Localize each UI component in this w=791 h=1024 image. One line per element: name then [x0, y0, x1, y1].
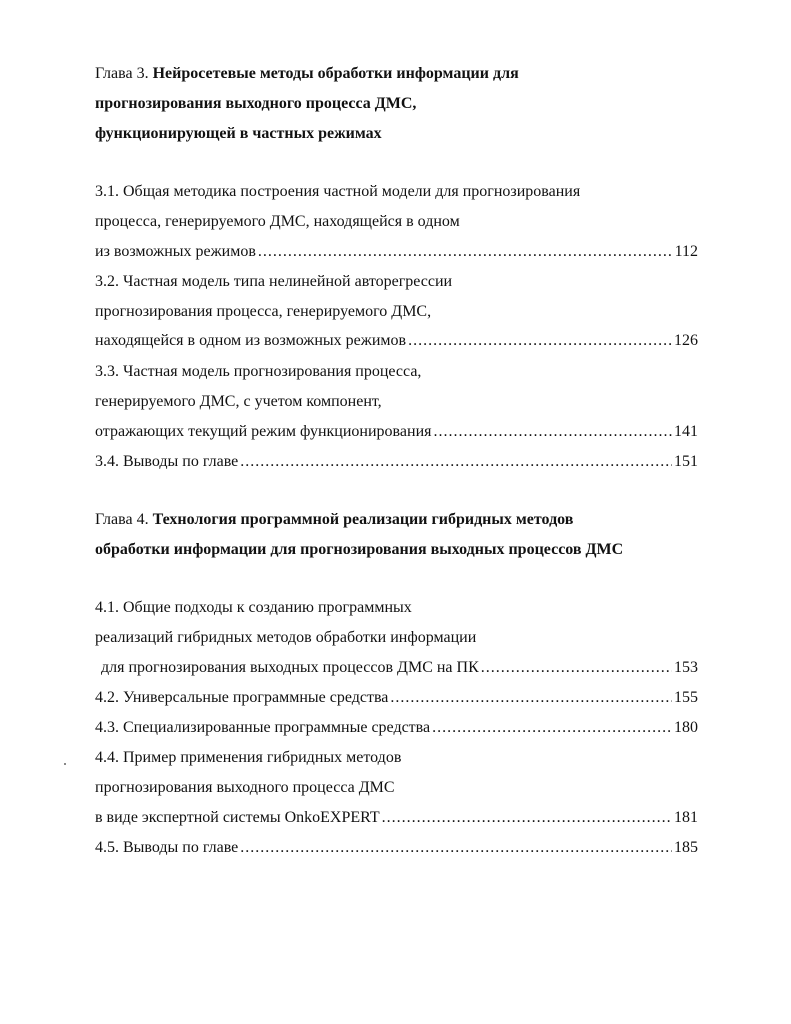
toc-entry-4-4 [95, 808, 698, 828]
toc-entry-3-2 [95, 331, 698, 351]
toc-entry-4-1 [101, 658, 698, 678]
toc-entry-title: из возможных режимов [95, 243, 256, 260]
toc-entry-title: находящейся в одном из возможных режимов [95, 332, 407, 349]
toc-page-number: 155 [674, 689, 698, 706]
dot-leader [382, 808, 672, 828]
toc-entry-text-line: 3.3. Частная модель прогнозирования процесса, [95, 363, 422, 380]
toc-entry-text-line: 3.1. Общая методика построения частной модели для прогнозирования [95, 183, 581, 200]
toc-entry-text-line: прогнозирования выходного процесса ДМС [95, 779, 395, 796]
toc-entry-3-1 [95, 242, 698, 262]
chapter-3-title-line: прогнозирования выходного процесса ДМС, [95, 95, 417, 112]
chapter-4-title-line: обработки информации для прогнозирования выходных процессов ДМС [95, 541, 624, 558]
chapter-3-heading-line-1 [95, 64, 519, 84]
toc-entry-title: отражающих текущий режим функционирования [95, 423, 432, 440]
chapter-4-title-line: Технология программной реализации гибридных методов [152, 511, 574, 528]
chapter-4-prefix: Глава 4. [95, 511, 149, 528]
toc-entry-text-line: реализаций гибридных методов обработки информации [95, 629, 477, 646]
scan-speck [64, 763, 66, 765]
toc-entry-3-4 [95, 452, 698, 472]
dot-leader [240, 452, 672, 472]
toc-entry-title: 3.4. Выводы по главе [95, 453, 239, 470]
toc-entry-4-3 [95, 718, 698, 738]
toc-entry-title: 4.2. Универсальные программные средства [95, 689, 389, 706]
chapter-3-prefix: Глава 3. [95, 65, 149, 82]
toc-page-number: 153 [674, 659, 698, 676]
chapter-3-title-line: функционирующей в частных режимах [95, 125, 382, 142]
toc-entry-text-line: процесса, генерируемого ДМС, находящейся в одном [95, 213, 460, 230]
toc-entry-title: 4.5. Выводы по главе [95, 839, 239, 856]
toc-entry-text-line: генерируемого ДМС, с учетом компонент, [95, 393, 382, 410]
toc-page-number: 185 [674, 839, 698, 856]
dot-leader [258, 242, 673, 262]
toc-page-number: 180 [674, 719, 698, 736]
dot-leader [240, 838, 672, 858]
toc-entry-title: 4.3. Специализированные программные средства [95, 719, 431, 736]
toc-entry-title: для прогнозирования выходных процессов ДМС на ПК [101, 659, 479, 676]
toc-entry-text-line: 4.1. Общие подходы к созданию программных [95, 599, 412, 616]
dot-leader [408, 331, 672, 351]
chapter-3-title-line: Нейросетевые методы обработки информации для [152, 65, 519, 82]
dot-leader [390, 688, 672, 708]
dot-leader [432, 718, 672, 738]
chapter-4-heading-line-1 [95, 510, 573, 530]
toc-entry-text-line: 3.2. Частная модель типа нелинейной авторегрессии [95, 273, 453, 290]
toc-page-number: 181 [674, 809, 698, 826]
toc-entry-4-2 [95, 688, 698, 708]
toc-entry-text-line: прогнозирования процесса, генерируемого ДМС, [95, 303, 432, 320]
dot-leader [433, 422, 672, 442]
toc-entry-4-5 [95, 838, 698, 858]
toc-entry-title: в виде экспертной системы OnkoEXPERT [95, 809, 380, 826]
toc-entry-text-line: 4.4. Пример применения гибридных методов [95, 749, 402, 766]
toc-page-number: 126 [674, 332, 698, 349]
toc-entry-3-3 [95, 422, 698, 442]
toc-page-number: 141 [674, 423, 698, 440]
dot-leader [481, 658, 672, 678]
toc-page-number: 151 [674, 453, 698, 470]
toc-page-number: 112 [674, 243, 698, 260]
